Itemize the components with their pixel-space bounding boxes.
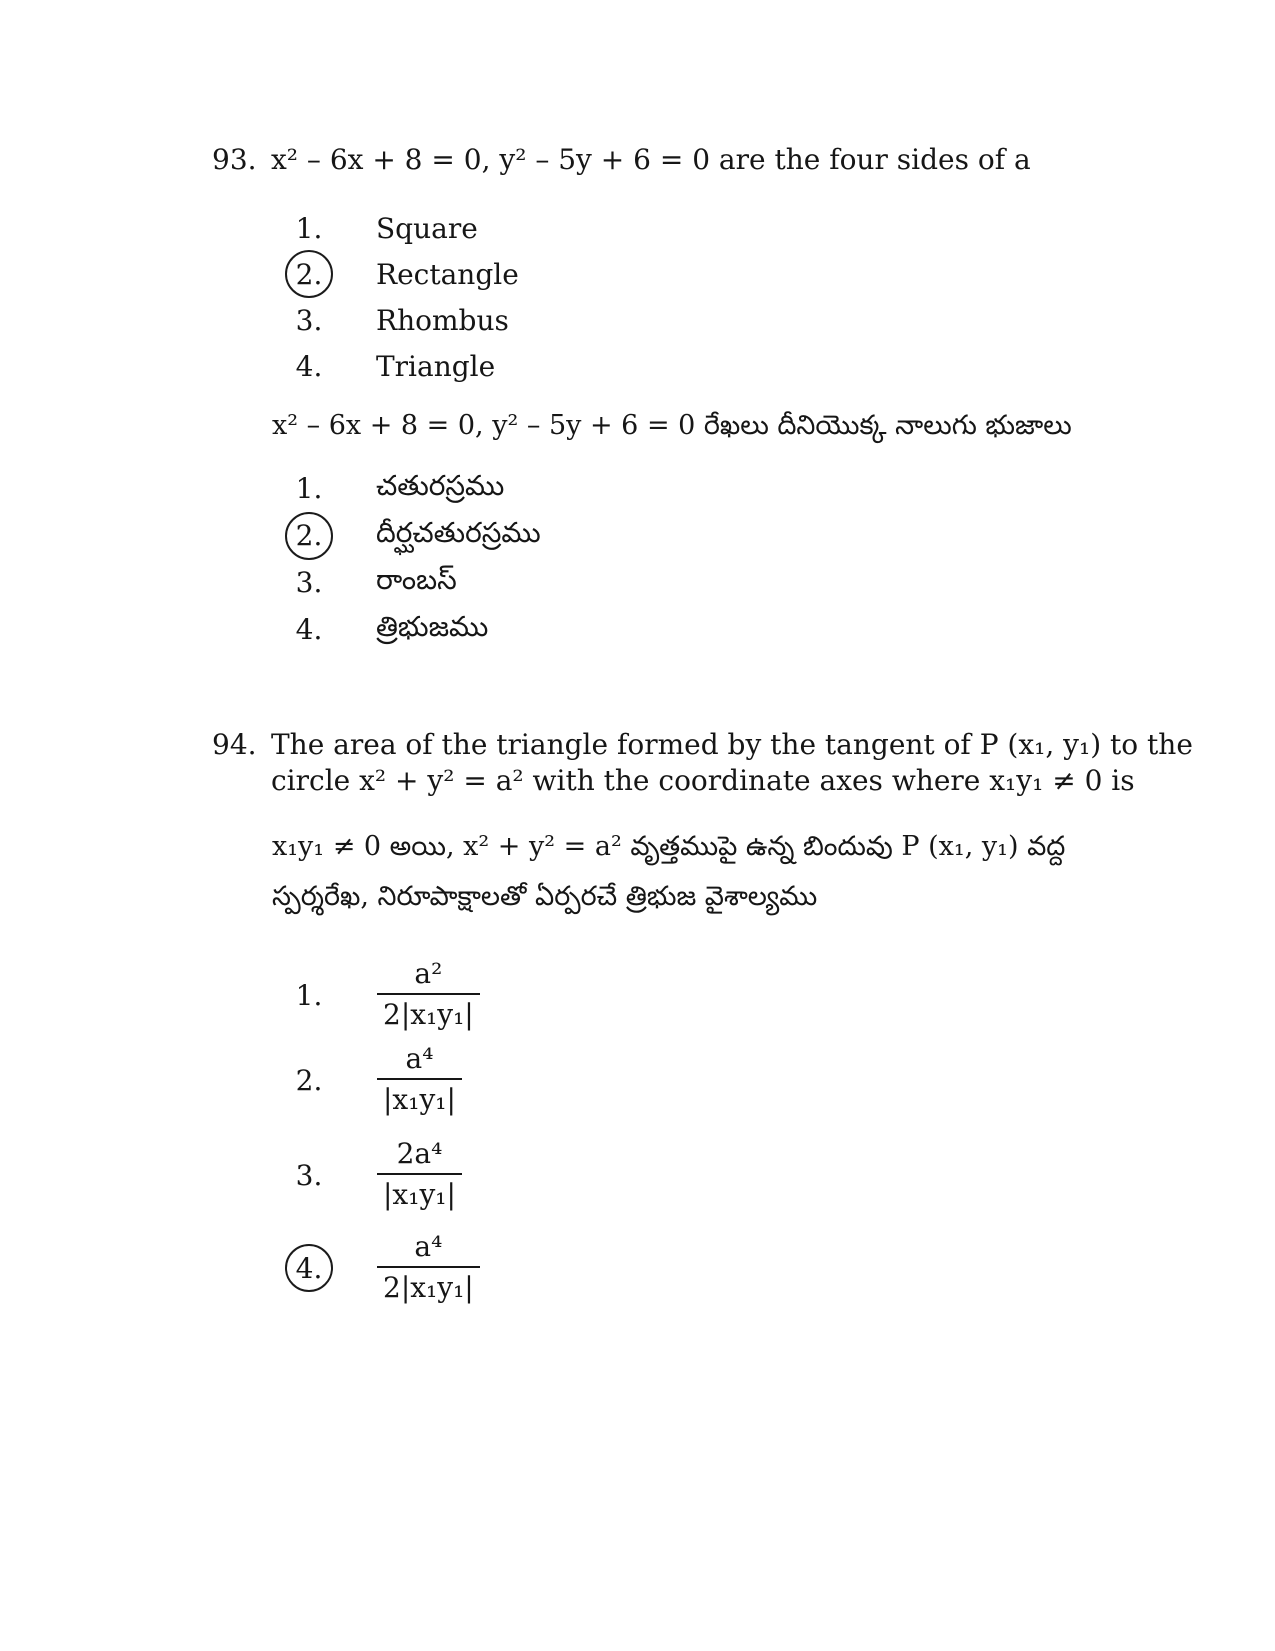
- question-number: 93.: [212, 143, 257, 176]
- option-number: 3.: [295, 1158, 323, 1192]
- prompt-line-2: స్పర్శరేఖ, నిరూపాక్షాలతో ఏర్పరచే త్రిభుజ వైశాల్యము: [272, 881, 818, 912]
- fraction-numerator: a⁴: [405, 1042, 434, 1075]
- question-number: 94.: [212, 728, 257, 761]
- question-prompt-telugu: [272, 822, 1065, 922]
- prompt-line-1: x₁y₁ ≠ 0 అయి, x² + y² = a² వృత్తముపై ఉన్న బిందువు P (x₁, y₁) వద్ద: [272, 831, 1066, 862]
- q94-option-2: [285, 1042, 462, 1118]
- fraction-denominator: 2|x₁y₁|: [377, 1266, 480, 1306]
- q93-options-english: [285, 205, 519, 389]
- option-label: Square: [376, 211, 478, 245]
- option-number: 1.: [295, 211, 323, 245]
- fraction: [377, 1230, 480, 1306]
- option-label: చతురస్రము: [376, 468, 505, 502]
- option-number: 1.: [295, 978, 323, 1012]
- option-label: రాంబస్: [376, 562, 457, 596]
- option-row: [285, 251, 519, 297]
- fraction-denominator: |x₁y₁|: [377, 1173, 462, 1213]
- option-label: Triangle: [376, 349, 496, 383]
- q94-option-4: [285, 1230, 480, 1306]
- fraction-numerator: a⁴: [414, 1230, 443, 1263]
- fraction: [377, 957, 480, 1033]
- fraction-numerator: a²: [414, 957, 443, 990]
- option-row: [285, 512, 541, 559]
- fraction-denominator: |x₁y₁|: [377, 1078, 462, 1118]
- option-number: 3.: [295, 566, 323, 599]
- prompt-line-2: circle x² + y² = a² with the coordinate axes where x₁y₁ ≠ 0 is: [271, 764, 1135, 797]
- option-row: [285, 559, 541, 606]
- option-label: త్రిభుజము: [376, 609, 489, 643]
- option-label: Rectangle: [376, 257, 519, 291]
- option-row: [285, 606, 541, 653]
- q94-option-1: [285, 957, 480, 1033]
- selected-option-circle: 2.: [285, 250, 333, 298]
- option-number: 3.: [295, 303, 323, 337]
- selected-option-circle: 4.: [285, 1244, 333, 1292]
- option-row: [285, 465, 541, 512]
- q94-option-3: [285, 1137, 462, 1213]
- option-label: దీర్ఘచతురస్రము: [376, 515, 541, 549]
- prompt-line-1: The area of the triangle formed by the tangent of P (x₁, y₁) to the: [271, 728, 1193, 761]
- question-prompt-english: x² – 6x + 8 = 0, y² – 5y + 6 = 0 are the four sides of a: [271, 143, 1031, 176]
- option-row: [285, 297, 519, 343]
- question-prompt-telugu: x² – 6x + 8 = 0, y² – 5y + 6 = 0 రేఖలు దీనియొక్క నాలుగు భుజాలు: [272, 410, 1072, 441]
- option-row: [285, 343, 519, 389]
- fraction-denominator: 2|x₁y₁|: [377, 993, 480, 1033]
- question-prompt-english: [271, 727, 1193, 799]
- option-label: Rhombus: [376, 303, 509, 337]
- option-number: 4.: [295, 613, 323, 646]
- option-number: 2.: [295, 1063, 323, 1097]
- q93-options-telugu: [285, 465, 541, 653]
- question-93: [212, 141, 1222, 178]
- option-number: 4.: [295, 349, 323, 383]
- option-number: 1.: [295, 472, 323, 505]
- option-row: [285, 205, 519, 251]
- fraction: [377, 1042, 462, 1118]
- fraction-numerator: 2a⁴: [396, 1137, 443, 1170]
- question-94: [212, 727, 1222, 799]
- selected-option-circle: 2.: [285, 512, 333, 560]
- fraction: [377, 1137, 462, 1213]
